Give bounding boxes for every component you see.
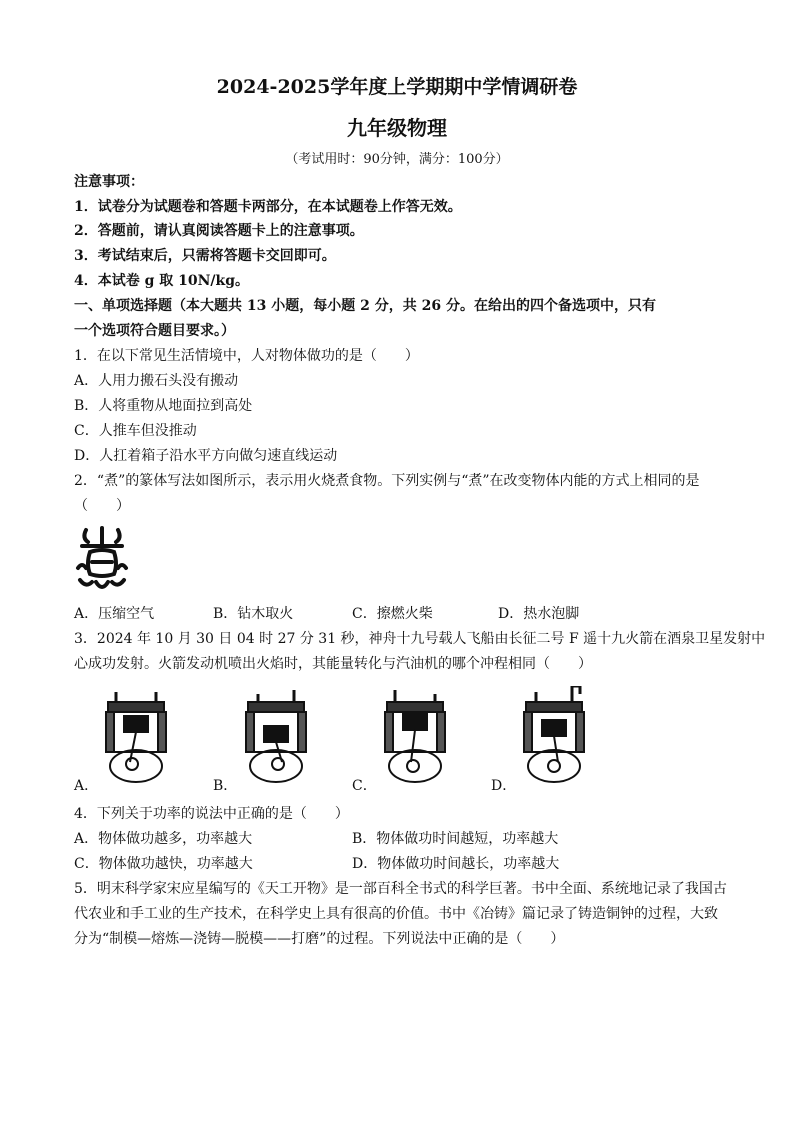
question-4-option-d: D．物体做功时间越长，功率越大	[352, 856, 560, 872]
question-1-option-c: C．人推车但没推动	[74, 423, 197, 439]
question-3-option-b-label: B．	[213, 778, 238, 794]
notice-item: 2．答题前，请认真阅读答题卡上的注意事项。	[74, 223, 364, 239]
notice-heading: 注意事项：	[74, 174, 144, 190]
question-2-option-b: B．钻木取火	[213, 606, 294, 622]
question-4-option-b: B．物体做功时间越短，功率越大	[352, 831, 559, 847]
section-heading-cont: 一个选项符合题目要求。）	[74, 323, 235, 339]
notice-item: 4．本试卷 g 取 10N/kg。	[74, 273, 250, 289]
question-4-stem: 4．下列关于功率的说法中正确的是（ ）	[74, 806, 349, 822]
notice-item: 1．试卷分为试题卷和答题卡两部分，在本试题卷上作答无效。	[74, 199, 462, 215]
question-5-stem: 5．明末科学家宋应星编写的《天工开物》是一部百科全书式的科学巨著。书中全面、系统地记录了我国古	[74, 881, 727, 897]
question-2-option-a: A．压缩空气	[74, 606, 155, 622]
engine-stroke-a-image	[96, 686, 176, 786]
seal-script-zhu-image	[74, 524, 130, 596]
exam-info: （考试用时：90分钟，满分：100分）	[285, 152, 509, 167]
question-2-stem: 2．“煮”的篆体写法如图所示，表示用火烧煮食物。下列实例与“煮”在改变物体内能的方式上相同的是	[74, 473, 700, 489]
question-2-stem-cont: （ ）	[74, 498, 130, 514]
question-1-option-a: A．人用力搬石头没有搬动	[74, 373, 239, 389]
question-1-option-b: B．人将重物从地面拉到高处	[74, 398, 253, 414]
engine-stroke-d-image	[514, 686, 594, 786]
question-3-option-a-label: A．	[74, 778, 99, 794]
section-heading: 一、单项选择题（本大题共 13 小题，每小题 2 分，共 26 分。在给出的四个备选项中，只有	[74, 298, 656, 314]
engine-stroke-c-image	[375, 686, 455, 786]
subject-title: 九年级物理	[347, 116, 447, 140]
question-5-stem-cont: 分为“制模—熔炼—浇铸—脱模——打磨”的过程。下列说法中正确的是（ ）	[74, 931, 565, 947]
question-3-stem-cont: 心成功发射。火箭发动机喷出火焰时，其能量转化与汽油机的哪个冲程相同（ ）	[74, 656, 592, 672]
question-5-stem-cont: 代农业和手工业的生产技术，在科学史上具有很高的价值。书中《冶铸》篇记录了铸造铜钟的过程，大致	[74, 906, 718, 922]
question-2-option-c: C．擦燃火柴	[352, 606, 433, 622]
notice-item: 3．考试结束后，只需将答题卡交回即可。	[74, 248, 336, 264]
question-2-option-d: D．热水泡脚	[498, 606, 580, 622]
question-3-option-c-label: C．	[352, 778, 377, 794]
exam-title: 2024-2025学年度上学期期中学情调研卷	[216, 76, 578, 98]
question-4-option-a: A．物体做功越多，功率越大	[74, 831, 253, 847]
question-3-option-d-label: D．	[491, 778, 517, 794]
engine-stroke-b-image	[236, 686, 316, 786]
question-3-stem: 3．2024 年 10 月 30 日 04 时 27 分 31 秒，神舟十九号载人飞船由长征二号 F 遥十九火箭在酒泉卫星发射中	[74, 631, 766, 647]
question-4-option-c: C．物体做功越快，功率越大	[74, 856, 253, 872]
question-1-option-d: D．人扛着箱子沿水平方向做匀速直线运动	[74, 448, 338, 464]
question-1-stem: 1．在以下常见生活情境中，人对物体做功的是（ ）	[74, 348, 419, 364]
